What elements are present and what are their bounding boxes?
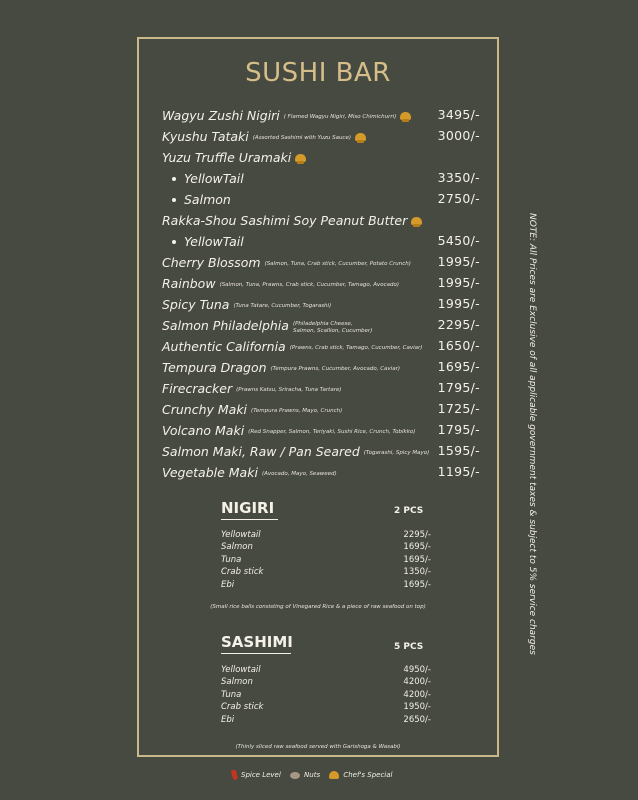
menu-item-desc: ( Flamed Wagyu Nigiri, Miso Chimichurri) (283, 114, 397, 120)
menu-item-price: 3495/- (437, 107, 480, 122)
sashimi-note: (Thinly sliced raw seafood served with Garishoga & Wasabi) (235, 744, 401, 750)
nigiri-item-price: 1350/- (403, 567, 431, 578)
legend-chef: Chef's Special (343, 771, 393, 779)
menu-item-desc: (Red Snapper, Salmon, Teriyaki, Sushi Rice, Crunch, Tobikko) (248, 429, 416, 435)
menu-item (162, 209, 480, 230)
menu-item-name: Salmon Philadelphia (162, 318, 289, 333)
chef-hat-icon (295, 154, 306, 162)
menu-item-name: Salmon Maki, Raw / Pan Seared (162, 444, 360, 459)
menu-item-desc: (Philadelphia Cheese, Salmon, Scallion, Cucumber) (292, 321, 373, 334)
sashimi-item-price: 1950/- (403, 702, 431, 713)
sashimi-item-price: 4200/- (403, 689, 431, 700)
chef-hat-icon (355, 133, 366, 141)
sashimi-list (221, 664, 431, 726)
sashimi-item-name: Yellowtail (221, 665, 261, 675)
list-item (221, 529, 431, 541)
chef-hat-icon (400, 112, 411, 120)
menu-item-name: Volcano Maki (162, 423, 245, 438)
chili-icon (231, 770, 238, 781)
menu-item (162, 335, 480, 356)
menu-item (162, 167, 480, 188)
menu-item (162, 146, 480, 167)
menu-item-price: 1725/- (437, 401, 480, 416)
menu-item-price: 1595/- (437, 443, 480, 458)
nigiri-underline (221, 519, 278, 520)
menu-item-name: Authentic California (162, 339, 286, 354)
sashimi-item-name: Crab stick (221, 702, 264, 713)
legend-spice: Spice Level (241, 771, 281, 779)
menu-item-price: 3000/- (437, 128, 480, 143)
menu-list (162, 104, 480, 482)
list-item (221, 566, 431, 578)
page-title: SUSHI BAR (245, 58, 391, 88)
chef-hat-icon (411, 217, 422, 225)
list-item (221, 714, 431, 726)
menu-item (162, 104, 480, 125)
menu-item (162, 440, 480, 461)
menu-item-desc: (Tempura Prawns, Cucumber, Avocado, Caviar) (270, 366, 400, 372)
sashimi-item-price: 2650/- (403, 714, 431, 725)
menu-item-name: Tempura Dragon (162, 360, 267, 375)
menu-item-desc: (Prawns, Crab stick, Tamago, Cucumber, Caviar) (289, 345, 423, 351)
menu-item-name: YellowTail (184, 171, 244, 186)
menu-item (162, 293, 480, 314)
menu-item-name: YellowTail (184, 234, 244, 249)
menu-item-name: Rainbow (162, 276, 216, 291)
menu-item-price: 1995/- (437, 254, 480, 269)
menu-item-price: 1795/- (437, 380, 480, 395)
menu-item-price: 1650/- (437, 338, 480, 353)
menu-item (162, 461, 480, 482)
menu-item (162, 377, 480, 398)
sashimi-underline (221, 653, 291, 654)
menu-item-desc: (Tuna Tatare, Cucumber, Togarashi) (233, 303, 332, 309)
menu-item-name: Kyushu Tataki (162, 129, 249, 144)
nut-icon (290, 772, 300, 779)
menu-item-name: Wagyu Zushi Nigiri (162, 108, 280, 123)
menu-item-desc: (Prawns Katsu, Sriracha, Tuna Tartare) (236, 387, 342, 393)
nigiri-item-price: 1695/- (403, 579, 431, 590)
menu-item-price: 1795/- (437, 422, 480, 437)
tax-note (525, 213, 537, 655)
chef-hat-icon (329, 771, 339, 779)
sashimi-item-name: Tuna (221, 689, 242, 700)
sashimi-heading: SASHIMI (221, 633, 293, 651)
nigiri-list (221, 529, 431, 591)
menu-item-name: Vegetable Maki (162, 465, 258, 480)
sashimi-item-price: 4950/- (403, 665, 431, 675)
sashimi-pieces: 5 PCS (394, 642, 424, 652)
menu-item-price: 1995/- (437, 296, 480, 311)
legend (232, 770, 399, 780)
bullet-icon (172, 198, 176, 202)
menu-item-name: Firecracker (162, 381, 233, 396)
sashimi-item-name: Salmon (221, 677, 253, 688)
nigiri-item-name: Tuna (221, 554, 242, 565)
menu-item (162, 398, 480, 419)
menu-item-price: 1995/- (437, 275, 480, 290)
menu-item-price: 2750/- (437, 191, 480, 206)
nigiri-pieces: 2 PCS (394, 506, 424, 516)
list-item (221, 676, 431, 688)
nigiri-item-name: Ebi (221, 579, 235, 590)
menu-item-desc: (Salmon, Tuna, Prawns, Crab stick, Cucumber, Tamago, Avocado) (219, 282, 400, 288)
nigiri-item-name: Yellowtail (221, 530, 261, 540)
menu-item-price: 5450/- (437, 233, 480, 248)
menu-item-desc: (Avocado, Mayo, Seaweed) (261, 471, 337, 477)
menu-item-desc: (Salmon, Tuna, Crab stick, Cucumber, Potato Crunch) (264, 261, 411, 267)
list-item (221, 541, 431, 553)
menu-item-price: 3350/- (437, 170, 480, 185)
nigiri-heading: NIGIRI (221, 499, 275, 517)
nigiri-item-price: 1695/- (403, 542, 431, 553)
list-item (221, 554, 431, 566)
menu-item-price: 1195/- (437, 464, 480, 479)
list-item (221, 689, 431, 701)
menu-item-name: Cherry Blossom (162, 255, 261, 270)
menu-item (162, 125, 480, 146)
menu-item (162, 272, 480, 293)
menu-item (162, 419, 480, 440)
tax-note-text: NOTE: All Prices are Exclusive of all applicable government taxes & subject to 5% service charges (527, 213, 537, 655)
sashimi-item-price: 4200/- (403, 677, 431, 688)
list-item (221, 664, 431, 676)
legend-nuts: Nuts (304, 771, 321, 779)
menu-item (162, 251, 480, 272)
menu-item-name: Spicy Tuna (162, 297, 230, 312)
nigiri-item-price: 1695/- (403, 554, 431, 565)
menu-item-desc: (Tempura Prawns, Mayo, Crunch) (251, 408, 343, 414)
nigiri-item-name: Crab stick (221, 567, 264, 578)
bullet-icon (172, 240, 176, 244)
menu-item (162, 230, 480, 251)
bullet-icon (172, 177, 176, 181)
sashimi-item-name: Ebi (221, 714, 235, 725)
nigiri-item-name: Salmon (221, 542, 253, 553)
list-item (221, 579, 431, 591)
menu-item-price: 1695/- (437, 359, 480, 374)
menu-item (162, 314, 480, 335)
menu-item-name: Salmon (184, 192, 231, 207)
nigiri-note: (Small rice balls consisting of Vinegared Rice & a piece of raw seafood on top) (210, 604, 426, 610)
menu-item (162, 356, 480, 377)
menu-item-desc: (Togarashi, Spicy Mayo) (363, 450, 430, 456)
menu-item (162, 188, 480, 209)
menu-item-name: Rakka-Shou Sashimi Soy Peanut Butter (162, 213, 408, 228)
menu-item-name: Yuzu Truffle Uramaki (162, 150, 292, 165)
menu-item-desc: (Assorted Sashimi with Yuzu Sauce) (252, 135, 351, 141)
nigiri-item-price: 2295/- (403, 530, 431, 540)
menu-item-name: Crunchy Maki (162, 402, 248, 417)
list-item (221, 701, 431, 713)
menu-item-price: 2295/- (437, 317, 480, 332)
